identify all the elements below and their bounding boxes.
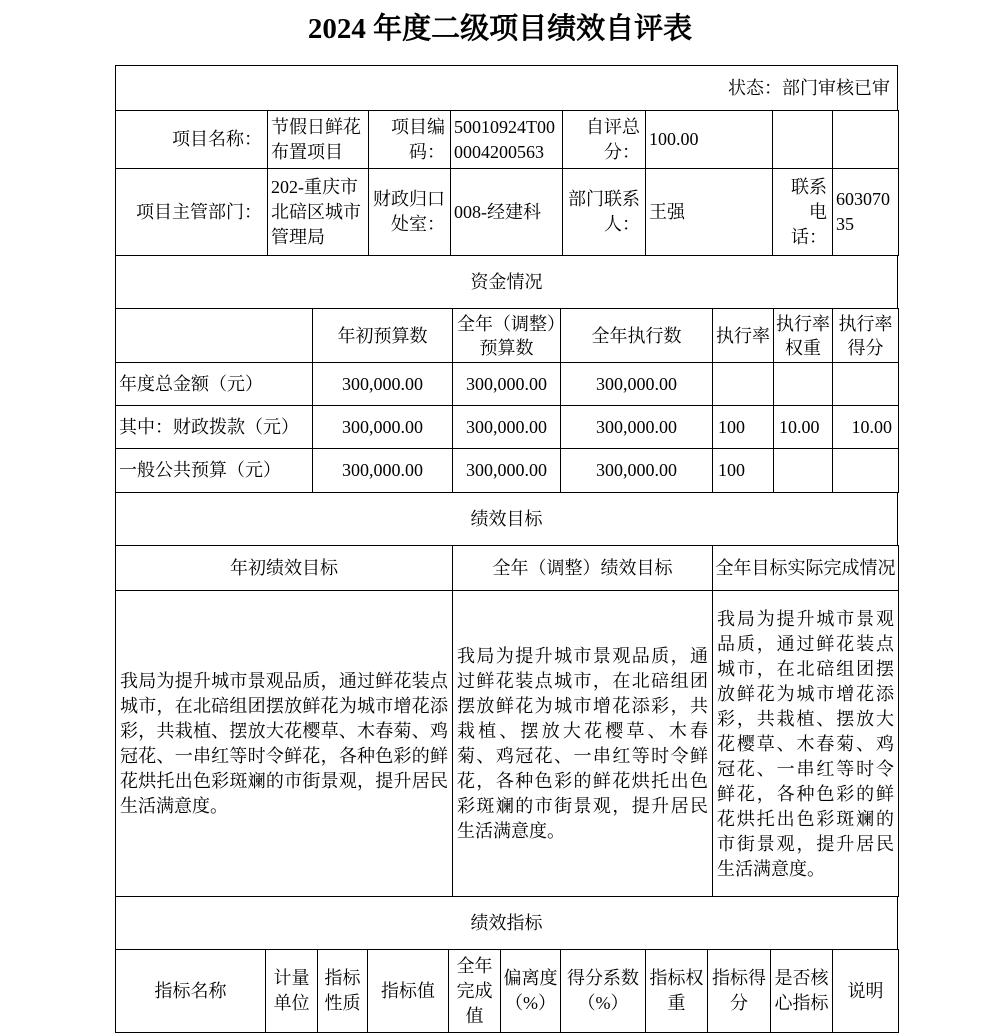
funding-initial-value: 300,000.00 [313, 449, 453, 493]
dept-value: 202-重庆市北碚区城市管理局 [268, 169, 369, 256]
goal-initial-text: 我局为提升城市景观品质，通过鲜花装点城市，在北碚组团摆放鲜花为城市增花添彩，共栽植、摆放大花樱草、木春菊、鸡冠花、一串红等时令鲜花，各种色彩的鲜花烘托出色彩斑斓的市街景观，提升居民生活满意度。 [116, 591, 453, 897]
indicators-section-title: 绩效指标 [116, 897, 898, 950]
funding-header-rate-score: 执行率得分 [833, 309, 899, 363]
goals-header-initial: 年初绩效目标 [116, 546, 453, 591]
funding-rate-value: 100 [713, 449, 774, 493]
table-row [116, 363, 899, 406]
empty-cell [833, 111, 899, 169]
funding-adjusted-value: 300,000.00 [453, 406, 561, 449]
indicator-header-note: 说明 [833, 950, 899, 1033]
goals-table [115, 545, 899, 897]
funding-section-title: 资金情况 [116, 256, 898, 309]
status-text: 状态：部门审核已审 [116, 66, 898, 111]
funding-score-value: 10.00 [833, 406, 899, 449]
project-info-table [115, 110, 899, 256]
indicator-header-core: 是否核心指标 [771, 950, 833, 1033]
funding-header-empty [116, 309, 313, 363]
funding-weight-value [774, 449, 833, 493]
indicator-header-weight: 指标权重 [646, 950, 708, 1033]
page-title: 2024 年度二级项目绩效自评表 [307, 13, 693, 45]
empty-cell [773, 111, 833, 169]
dept-label: 项目主管部门： [116, 169, 268, 256]
indicator-header-score: 指标得分 [708, 950, 771, 1033]
funding-header-initial: 年初预算数 [313, 309, 453, 363]
self-evaluation-table [115, 65, 898, 1033]
indicator-header-nature: 指标性质 [318, 950, 368, 1033]
funding-row-label: 年度总金额（元） [116, 363, 313, 406]
project-code-label: 项目编码： [369, 111, 451, 169]
table-row [116, 406, 899, 449]
indicator-header-unit: 计量单位 [266, 950, 318, 1033]
project-name-value: 节假日鲜花布置项目 [268, 111, 369, 169]
funding-score-value [833, 449, 899, 493]
funding-header-rate-weight: 执行率权重 [774, 309, 833, 363]
goals-header-actual: 全年目标实际完成情况 [713, 546, 899, 591]
goal-adjusted-text: 我局为提升城市景观品质，通过鲜花装点城市，在北碚组团摆放鲜花为城市增花添彩，共栽植、摆放大花樱草、木春菊、鸡冠花、一串红等时令鲜花，各种色彩的鲜花烘托出色彩斑斓的市街景观，提升居民生活满意度。 [453, 591, 713, 897]
contact-label: 部门联系人： [563, 169, 646, 256]
funding-weight-value [774, 363, 833, 406]
status-row-table [115, 65, 898, 111]
funding-score-value [833, 363, 899, 406]
phone-label: 联系电话： [773, 169, 833, 256]
funding-adjusted-value: 300,000.00 [453, 449, 561, 493]
funding-row-label: 一般公共预算（元） [116, 449, 313, 493]
funding-header-executed: 全年执行数 [561, 309, 713, 363]
funding-rate-value: 100 [713, 406, 774, 449]
funding-header-adjusted: 全年（调整）预算数 [453, 309, 561, 363]
funding-adjusted-value: 300,000.00 [453, 363, 561, 406]
funding-section-table [115, 255, 898, 309]
contact-value: 王强 [646, 169, 773, 256]
funding-executed-value: 300,000.00 [561, 363, 713, 406]
funding-row-label: 其中：财政拨款（元） [116, 406, 313, 449]
phone-value: 60307035 [833, 169, 899, 256]
indicator-header-deviation: 偏离度（%） [501, 950, 561, 1033]
funding-executed-value: 300,000.00 [561, 406, 713, 449]
goals-section-title: 绩效目标 [116, 493, 898, 546]
indicators-section-table [115, 896, 898, 950]
goals-header-adjusted: 全年（调整）绩效目标 [453, 546, 713, 591]
table-row [116, 449, 899, 493]
indicators-table [115, 949, 899, 1033]
funding-initial-value: 300,000.00 [313, 363, 453, 406]
self-score-label: 自评总分： [563, 111, 646, 169]
project-code-value: 50010924T000004200563 [451, 111, 563, 169]
goals-section-table [115, 492, 898, 546]
funding-table [115, 308, 899, 493]
indicator-header-target: 指标值 [368, 950, 449, 1033]
funding-initial-value: 300,000.00 [313, 406, 453, 449]
finance-office-label: 财政归口处室： [369, 169, 451, 256]
indicator-header-score-coef: 得分系数（%） [561, 950, 646, 1033]
goal-actual-text: 我局为提升城市景观品质，通过鲜花装点城市，在北碚组团摆放鲜花为城市增花添彩，共栽植、摆放大花樱草、木春菊、鸡冠花、一串红等时令鲜花，各种色彩的鲜花烘托出色彩斑斓的市街景观，提升居民生活满意度。 [713, 591, 899, 897]
finance-office-value: 008-经建科 [451, 169, 563, 256]
funding-executed-value: 300,000.00 [561, 449, 713, 493]
funding-rate-value [713, 363, 774, 406]
funding-weight-value: 10.00 [774, 406, 833, 449]
project-name-label: 项目名称： [116, 111, 268, 169]
self-score-value: 100.00 [646, 111, 773, 169]
indicator-header-completed: 全年完成值 [449, 950, 501, 1033]
funding-header-rate: 执行率 [713, 309, 774, 363]
indicator-header-name: 指标名称 [116, 950, 266, 1033]
